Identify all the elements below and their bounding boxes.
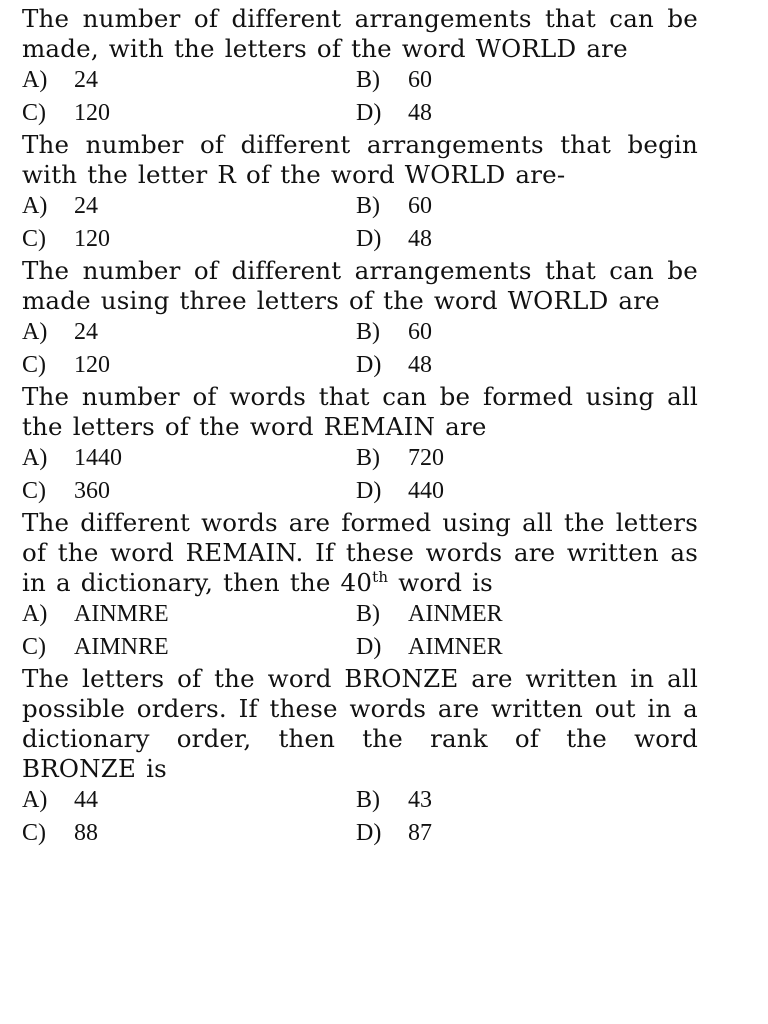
option-letter: B) bbox=[356, 193, 380, 219]
option-value: 48 bbox=[408, 226, 432, 252]
option-d[interactable] bbox=[356, 477, 656, 506]
question-text bbox=[22, 664, 698, 784]
option-a[interactable] bbox=[22, 66, 356, 95]
option-value: 360 bbox=[74, 478, 110, 504]
option-b[interactable] bbox=[356, 192, 656, 221]
option-d[interactable] bbox=[356, 225, 656, 254]
options-grid bbox=[22, 444, 698, 506]
option-b[interactable] bbox=[356, 786, 656, 815]
option-b[interactable] bbox=[356, 318, 656, 347]
question-line-text: written as in a dictionary, then the 40 bbox=[22, 538, 698, 597]
option-value: 120 bbox=[74, 352, 110, 378]
option-value: 60 bbox=[408, 67, 432, 93]
option-letter: A) bbox=[22, 445, 48, 471]
question-text bbox=[22, 382, 698, 442]
question-line-text: word is bbox=[388, 568, 493, 597]
question-text bbox=[22, 508, 698, 598]
question-line: be made using three letters of the word WORLD bbox=[22, 256, 698, 315]
option-letter: B) bbox=[356, 319, 380, 345]
question-line: The number of different arrangements that can bbox=[22, 4, 654, 33]
option-value: 120 bbox=[74, 100, 110, 126]
question-line: out in a dictionary order, then the rank of the bbox=[22, 694, 698, 753]
option-letter: C) bbox=[22, 478, 46, 504]
option-letter: D) bbox=[356, 634, 382, 660]
question-4 bbox=[22, 382, 698, 506]
option-value: 87 bbox=[408, 820, 432, 846]
option-letter: C) bbox=[22, 820, 46, 846]
option-c[interactable] bbox=[22, 633, 356, 662]
option-b[interactable] bbox=[356, 600, 656, 629]
question-line: all possible orders. If these words are written bbox=[22, 664, 698, 723]
option-letter: A) bbox=[22, 319, 48, 345]
option-a[interactable] bbox=[22, 318, 356, 347]
option-b[interactable] bbox=[356, 444, 656, 473]
option-c[interactable] bbox=[22, 351, 356, 380]
question-line: word BRONZE is bbox=[22, 724, 698, 783]
option-value: 48 bbox=[408, 352, 432, 378]
question-5 bbox=[22, 508, 698, 662]
option-value: 440 bbox=[408, 478, 444, 504]
ordinal-superscript: th bbox=[372, 567, 389, 586]
options-grid bbox=[22, 318, 698, 380]
question-sheet bbox=[22, 4, 698, 850]
option-value: 60 bbox=[408, 319, 432, 345]
option-letter: D) bbox=[356, 352, 382, 378]
option-value: AINMRE bbox=[74, 601, 169, 627]
option-c[interactable] bbox=[22, 819, 356, 848]
question-line: The letters of the word BRONZE are written in bbox=[22, 664, 655, 693]
option-d[interactable] bbox=[356, 99, 656, 128]
option-c[interactable] bbox=[22, 225, 356, 254]
option-letter: C) bbox=[22, 634, 46, 660]
option-value: AINMER bbox=[408, 601, 503, 627]
option-d[interactable] bbox=[356, 351, 656, 380]
question-line: are bbox=[618, 286, 660, 315]
option-value: 120 bbox=[74, 226, 110, 252]
question-line: with the letter R of the word WORLD are- bbox=[22, 160, 566, 189]
question-line: The number of words that can be formed using bbox=[22, 382, 655, 411]
question-text bbox=[22, 256, 698, 316]
option-b[interactable] bbox=[356, 66, 656, 95]
question-text bbox=[22, 130, 698, 190]
option-letter: B) bbox=[356, 601, 380, 627]
option-letter: A) bbox=[22, 601, 48, 627]
option-letter: C) bbox=[22, 352, 46, 378]
option-value: 1440 bbox=[74, 445, 122, 471]
options-grid bbox=[22, 786, 698, 848]
question-line: be made, with the letters of the word WORLD are bbox=[22, 4, 698, 63]
option-letter: B) bbox=[356, 787, 380, 813]
question-line: letters of the word REMAIN. If these words are bbox=[22, 508, 698, 567]
option-letter: B) bbox=[356, 445, 380, 471]
option-value: 24 bbox=[74, 67, 98, 93]
options-grid bbox=[22, 600, 698, 662]
option-c[interactable] bbox=[22, 99, 356, 128]
option-value: 60 bbox=[408, 193, 432, 219]
option-value: 24 bbox=[74, 193, 98, 219]
question-line: The number of different arrangements that begin bbox=[22, 130, 698, 159]
option-a[interactable] bbox=[22, 600, 356, 629]
option-value: AIMNRE bbox=[74, 634, 169, 660]
option-letter: C) bbox=[22, 226, 46, 252]
option-value: AIMNER bbox=[408, 634, 503, 660]
question-1 bbox=[22, 4, 698, 128]
option-letter: D) bbox=[356, 100, 382, 126]
option-d[interactable] bbox=[356, 633, 656, 662]
option-letter: C) bbox=[22, 100, 46, 126]
option-value: 24 bbox=[74, 319, 98, 345]
option-a[interactable] bbox=[22, 192, 356, 221]
question-line: The different words are formed using all the bbox=[22, 508, 605, 537]
option-letter: D) bbox=[356, 820, 382, 846]
option-letter: D) bbox=[356, 478, 382, 504]
option-c[interactable] bbox=[22, 477, 356, 506]
option-value: 88 bbox=[74, 820, 98, 846]
option-value: 720 bbox=[408, 445, 444, 471]
option-letter: B) bbox=[356, 67, 380, 93]
question-text bbox=[22, 4, 698, 64]
option-letter: A) bbox=[22, 193, 48, 219]
question-line: The number of different arrangements that can bbox=[22, 256, 654, 285]
option-letter: D) bbox=[356, 226, 382, 252]
option-d[interactable] bbox=[356, 819, 656, 848]
option-letter: A) bbox=[22, 67, 48, 93]
option-value: 43 bbox=[408, 787, 432, 813]
options-grid bbox=[22, 192, 698, 254]
question-6 bbox=[22, 664, 698, 848]
question-2 bbox=[22, 130, 698, 254]
question-3 bbox=[22, 256, 698, 380]
option-letter: A) bbox=[22, 787, 48, 813]
question-line: all the letters of the word REMAIN are bbox=[22, 382, 698, 441]
option-a[interactable] bbox=[22, 786, 356, 815]
option-value: 44 bbox=[74, 787, 98, 813]
option-value: 48 bbox=[408, 100, 432, 126]
option-a[interactable] bbox=[22, 444, 356, 473]
options-grid bbox=[22, 66, 698, 128]
